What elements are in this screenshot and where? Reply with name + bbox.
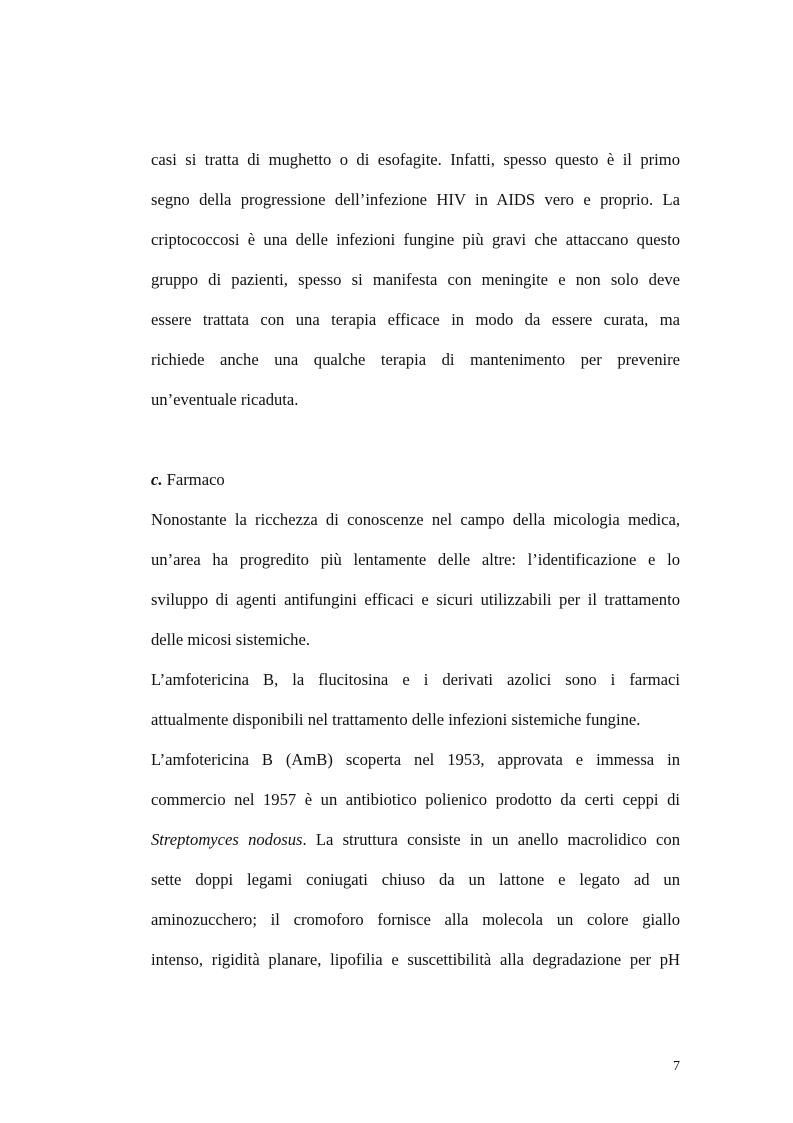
text-line: essere trattata con una terapia efficace in modo da essere curata, ma [151,310,680,329]
text-run: . La struttura consiste in un anello macrolidico con [302,830,680,849]
text-line: intenso, rigidità planare, lipofilia e suscettibilità alla degradazione per pH [151,950,680,969]
section-marker: c. [151,470,163,489]
text-line: delle micosi sistemiche. [151,630,310,649]
text-line: segno della progressione dell’infezione HIV in AIDS vero e proprio. La [151,190,680,209]
text-line: richiede anche una qualche terapia di mantenimento per prevenire [151,350,680,369]
text-line: aminozucchero; il cromoforo fornisce alla molecola un colore giallo [151,910,680,929]
species-name: Streptomyces nodosus [151,830,303,849]
text-line: sette doppi legami coniugati chiuso da un lattone e legato ad un [151,870,680,889]
text-line: un’eventuale ricaduta. [151,390,299,409]
text-line: gruppo di pazienti, spesso si manifesta con meningite e non solo deve [151,270,680,289]
text-line: L’amfotericina B, la flucitosina e i derivati azolici sono i farmaci [151,670,680,689]
section-title: Farmaco [166,470,225,489]
text-line: criptococcosi è una delle infezioni fungine più gravi che attaccano questo [151,230,680,249]
page-number: 7 [673,1059,680,1074]
text-line [151,830,680,850]
text-line: L’amfotericina B (AmB) scoperta nel 1953, approvata e immessa in [151,750,680,769]
section-heading [151,470,225,490]
text-line: sviluppo di agenti antifungini efficaci e sicuri utilizzabili per il trattamento [151,590,680,609]
text-line: attualmente disponibili nel trattamento delle infezioni sistemiche fungine. [151,710,641,729]
text-line: commercio nel 1957 è un antibiotico polienico prodotto da certi ceppi di [151,790,680,809]
text-line: un’area ha progredito più lentamente delle altre: l’identificazione e lo [151,550,680,569]
text-line: casi si tratta di mughetto o di esofagite. Infatti, spesso questo è il primo [151,150,680,169]
text-line: Nonostante la ricchezza di conoscenze nel campo della micologia medica, [151,510,680,529]
